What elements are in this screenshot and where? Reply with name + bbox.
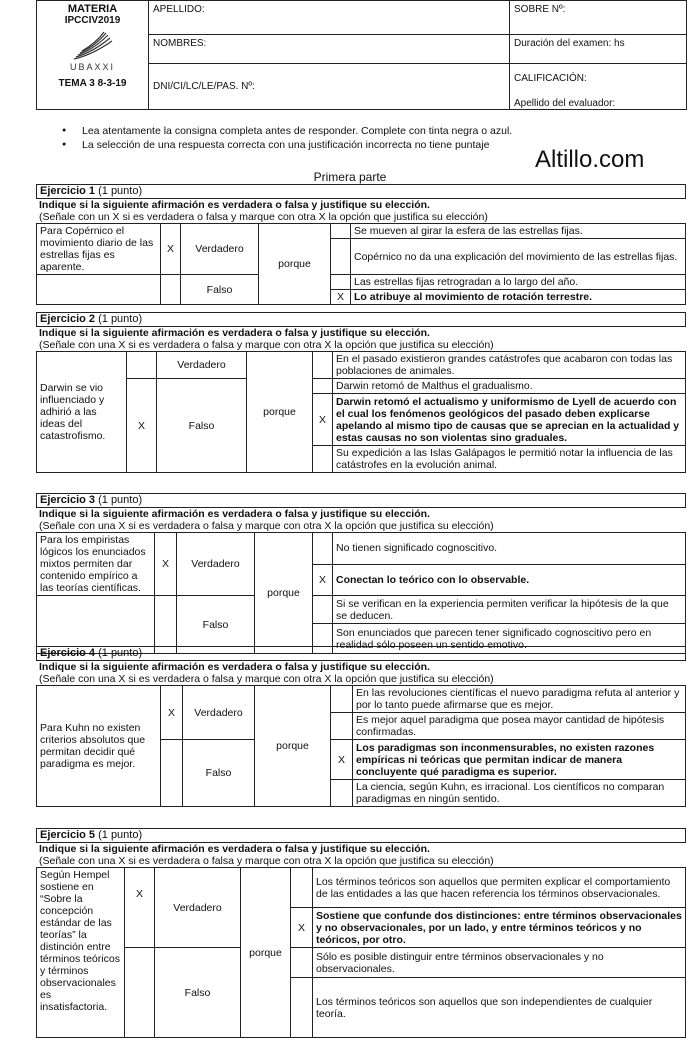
exercise-instruction: Indique si la siguiente afirmación es verdadera o falsa y justifique su elección. [39, 199, 430, 211]
option-mark-selected[interactable]: X [291, 908, 313, 948]
porque-label: porque [247, 352, 313, 473]
exercise-subinstruction: (Señale con una X si es verdadera o falsa y marque con otra X la opción que justifica su elección) [39, 673, 494, 685]
option-mark[interactable] [331, 224, 351, 239]
true-mark[interactable]: X [155, 533, 177, 596]
option-mark[interactable] [313, 533, 333, 565]
porque-label: porque [255, 533, 313, 654]
true-option[interactable]: Verdadero [157, 352, 247, 379]
option-text[interactable]: Es mejor aquel paradigma que posea mayor cantidad de hipótesis confirmadas. [353, 713, 686, 740]
exercise-5 [36, 828, 686, 1038]
exercise-subinstruction: (Señale con una X si es verdadera o falsa y marque con otra X la opción que justifica su elección) [39, 520, 494, 532]
statement: Según Hempel sostiene en “Sobre la concepción estándar de las teorías” la distinción entre términos teóricos y términos observacionales es insatisfactoria. [37, 868, 125, 1038]
false-option[interactable]: Falso [155, 948, 241, 1038]
false-option[interactable]: Falso [183, 740, 255, 807]
false-option[interactable]: Falso [177, 596, 255, 654]
exercise-instruction: Indique si la siguiente afirmación es verdadera o falsa y justifique su elección. [39, 661, 430, 673]
option-text[interactable]: En el pasado existieron grandes catástrofes que acabaron con todas las poblaciones de animales. [333, 352, 686, 379]
option-text[interactable]: Los términos teóricos son aquellos que son independientes de cualquier teoría. [313, 978, 686, 1038]
nombres-field[interactable] [149, 35, 510, 63]
option-text[interactable]: En las revoluciones científicas el nuevo paradigma refuta al anterior y por lo tanto puede afirmarse que es mejor. [353, 686, 686, 713]
option-mark[interactable] [331, 780, 353, 807]
option-mark-selected[interactable]: X [331, 740, 353, 780]
question-table [36, 532, 686, 654]
exercise-header: Ejercicio 1 (1 punto) [36, 184, 686, 199]
false-option[interactable]: Falso [157, 379, 247, 473]
exam-header [36, 0, 687, 110]
exercise-instruction: Indique si la siguiente afirmación es verdadera o falsa y justifique su elección. [39, 508, 430, 520]
calificacion-field[interactable] [510, 63, 687, 109]
false-option[interactable]: Falso [181, 275, 259, 305]
exercise-header: Ejercicio 5 (1 punto) [36, 828, 686, 843]
option-mark[interactable] [291, 868, 313, 908]
option-text-selected[interactable]: Lo atribuye al movimiento de rotación terrestre. [351, 290, 686, 305]
question-table [36, 351, 686, 473]
false-mark[interactable] [155, 596, 177, 654]
porque-label: porque [255, 686, 331, 807]
option-mark[interactable] [291, 948, 313, 978]
option-text[interactable]: Darwin retomó de Malthus el gradualismo. [333, 379, 686, 394]
option-mark[interactable] [331, 713, 353, 740]
duracion-label: Duración del examen: hs [514, 38, 625, 50]
exercise-4 [36, 646, 686, 807]
false-mark[interactable] [161, 740, 183, 807]
exercise-2 [36, 312, 686, 473]
question-table [36, 223, 686, 305]
false-mark[interactable] [125, 948, 155, 1038]
option-text[interactable]: Se mueven al girar la esfera de las estrellas fijas. [351, 224, 686, 239]
option-mark[interactable] [331, 686, 353, 713]
option-text[interactable]: Si se verifican en la experiencia permiten verificar la hipótesis de la que se deducen. [333, 596, 686, 624]
sobre-field[interactable] [510, 1, 687, 35]
exercise-subinstruction: (Señale con un X si es verdadera o falsa y marque con otra X la opción que justifica su elección) [39, 211, 488, 223]
false-mark[interactable] [161, 275, 181, 305]
porque-label: porque [259, 224, 331, 305]
exercise-3 [36, 493, 686, 654]
option-text-selected[interactable]: Conectan lo teórico con lo observable. [333, 564, 686, 596]
true-option[interactable]: Verdadero [183, 686, 255, 740]
option-mark[interactable] [291, 978, 313, 1038]
exercise-header: Ejercicio 4 (1 punto) [36, 646, 686, 661]
exercise-subinstruction: (Señale con una X si es verdadera o falsa y marque con otra X la opción que justifica su elección) [39, 339, 494, 351]
sobre-label: SOBRE Nº: [514, 4, 566, 15]
exercise-instruction: Indique si la siguiente afirmación es verdadera o falsa y justifique su elección. [39, 843, 430, 855]
apellido-field[interactable] [149, 1, 510, 35]
question-table [36, 867, 686, 1038]
option-mark-selected[interactable]: X [313, 394, 333, 446]
true-mark[interactable] [127, 352, 157, 379]
porque-label: porque [241, 868, 291, 1038]
watermark: Altillo.com [535, 146, 645, 173]
instruction-item: ● La selección de una respuesta correcta con una justificación incorrecta no tiene puntaje [62, 138, 662, 152]
subject-cell [37, 1, 149, 110]
option-mark[interactable] [313, 596, 333, 624]
logo-text: UBAXXI [69, 62, 115, 72]
statement: Darwin se vio influenciado y adhirió a las ideas del catastrofismo. [37, 352, 127, 473]
materia-code: IPCCIV2019 [64, 15, 121, 26]
dni-field[interactable] [149, 63, 510, 109]
option-mark[interactable] [313, 352, 333, 379]
option-text[interactable]: Son enunciados que parecen tener significado cognoscitivo pero en realidad sólo poseen un sentido emotivo. [333, 624, 686, 654]
tema-label: TEMA 3 8-3-19 [58, 78, 127, 89]
option-text-selected[interactable]: Los paradigmas son inconmensurables, no existen razones empíricas ni teóricas que permitan indicar de manera concluyente qué paradigma es superior. [353, 740, 686, 780]
option-text[interactable]: Sólo es posible distinguir entre términos observacionales y no observacionales. [313, 948, 686, 978]
option-text[interactable]: Los términos teóricos son aquellos que permiten explicar el comportamiento de las entidades a las que hacen referencia los términos observacionales. [313, 868, 686, 908]
exercise-instruction: Indique si la siguiente afirmación es verdadera o falsa y justifique su elección. [39, 327, 430, 339]
option-text[interactable]: La ciencia, según Kuhn, es irracional. Los científicos no comparan paradigmas en ningún sentido. [353, 780, 686, 807]
option-text[interactable]: Su expedición a las Islas Galápagos le permitió notar la influencia de las catástrofes en la evolución animal. [333, 446, 686, 473]
option-mark-selected[interactable]: X [313, 564, 333, 596]
true-mark[interactable]: X [161, 686, 183, 740]
university-logo-icon [68, 30, 118, 60]
duracion-field[interactable] [510, 35, 687, 63]
evaluador-label: Apellido del evaluador: [514, 97, 616, 109]
exercise-1 [36, 184, 686, 305]
true-mark[interactable]: X [161, 224, 181, 275]
option-mark[interactable] [331, 275, 351, 290]
option-text[interactable]: Las estrellas fijas retrogradan a lo largo del año. [351, 275, 686, 290]
option-text[interactable]: Copérnico no da una explicación del movimiento de las estrellas fijas. [351, 239, 686, 275]
dni-label: DNI/CI/LC/LE/PAS. Nº: [153, 80, 255, 92]
exercise-header: Ejercicio 3 (1 punto) [36, 493, 686, 508]
statement-cont [37, 275, 161, 305]
false-mark[interactable]: X [127, 379, 157, 473]
true-option[interactable]: Verdadero [155, 868, 241, 948]
question-table [36, 685, 686, 807]
part-title: Primera parte [313, 170, 387, 184]
statement: Para Kuhn no existen criterios absolutos que permitan decidir qué paradigma es mejor. [37, 686, 161, 807]
apellido-label: APELLIDO: [153, 4, 205, 15]
option-text-selected[interactable]: Darwin retomó el actualismo y uniformismo de Lyell de acuerdo con el cual los fenómenos geológicos del pasado deben explicarse apelando al mismo tipo de causas que se aprecian en la actualidad y estas causas no son violentas sino graduales. [333, 394, 686, 446]
option-mark[interactable] [331, 239, 351, 275]
option-text-selected[interactable]: Sostiene que confunde dos distinciones: entre términos observacionales y no observacionales, por un lado, y entre términos teóricos y no teóricos, por otro. [313, 908, 686, 948]
instruction-item: ● Lea atentamente la consigna completa antes de responder. Complete con tinta negra o azul. [62, 124, 662, 138]
statement-cont [37, 596, 155, 654]
true-mark[interactable]: X [125, 868, 155, 948]
true-option[interactable]: Verdadero [181, 224, 259, 275]
exercise-subinstruction: (Señale con una X si es verdadera o falsa y marque con otra X la opción que justifica su elección) [39, 855, 494, 867]
calificacion-label: CALIFICACIÓN: [514, 72, 587, 84]
exercise-header: Ejercicio 2 (1 punto) [36, 312, 686, 327]
true-option[interactable]: Verdadero [177, 533, 255, 596]
option-text[interactable]: No tienen significado cognoscitivo. [333, 533, 686, 565]
option-mark[interactable] [313, 379, 333, 394]
option-mark[interactable] [313, 446, 333, 473]
nombres-label: NOMBRES: [153, 38, 207, 50]
option-mark-selected[interactable]: X [331, 290, 351, 305]
statement: Para los empiristas lógicos los enunciados mixtos permiten dar contenido empírico a las teorías científicas. [37, 533, 155, 596]
statement: Para Copérnico el movimiento diario de las estrellas fijas es aparente. [37, 224, 161, 275]
materia-label: MATERIA [67, 3, 118, 15]
